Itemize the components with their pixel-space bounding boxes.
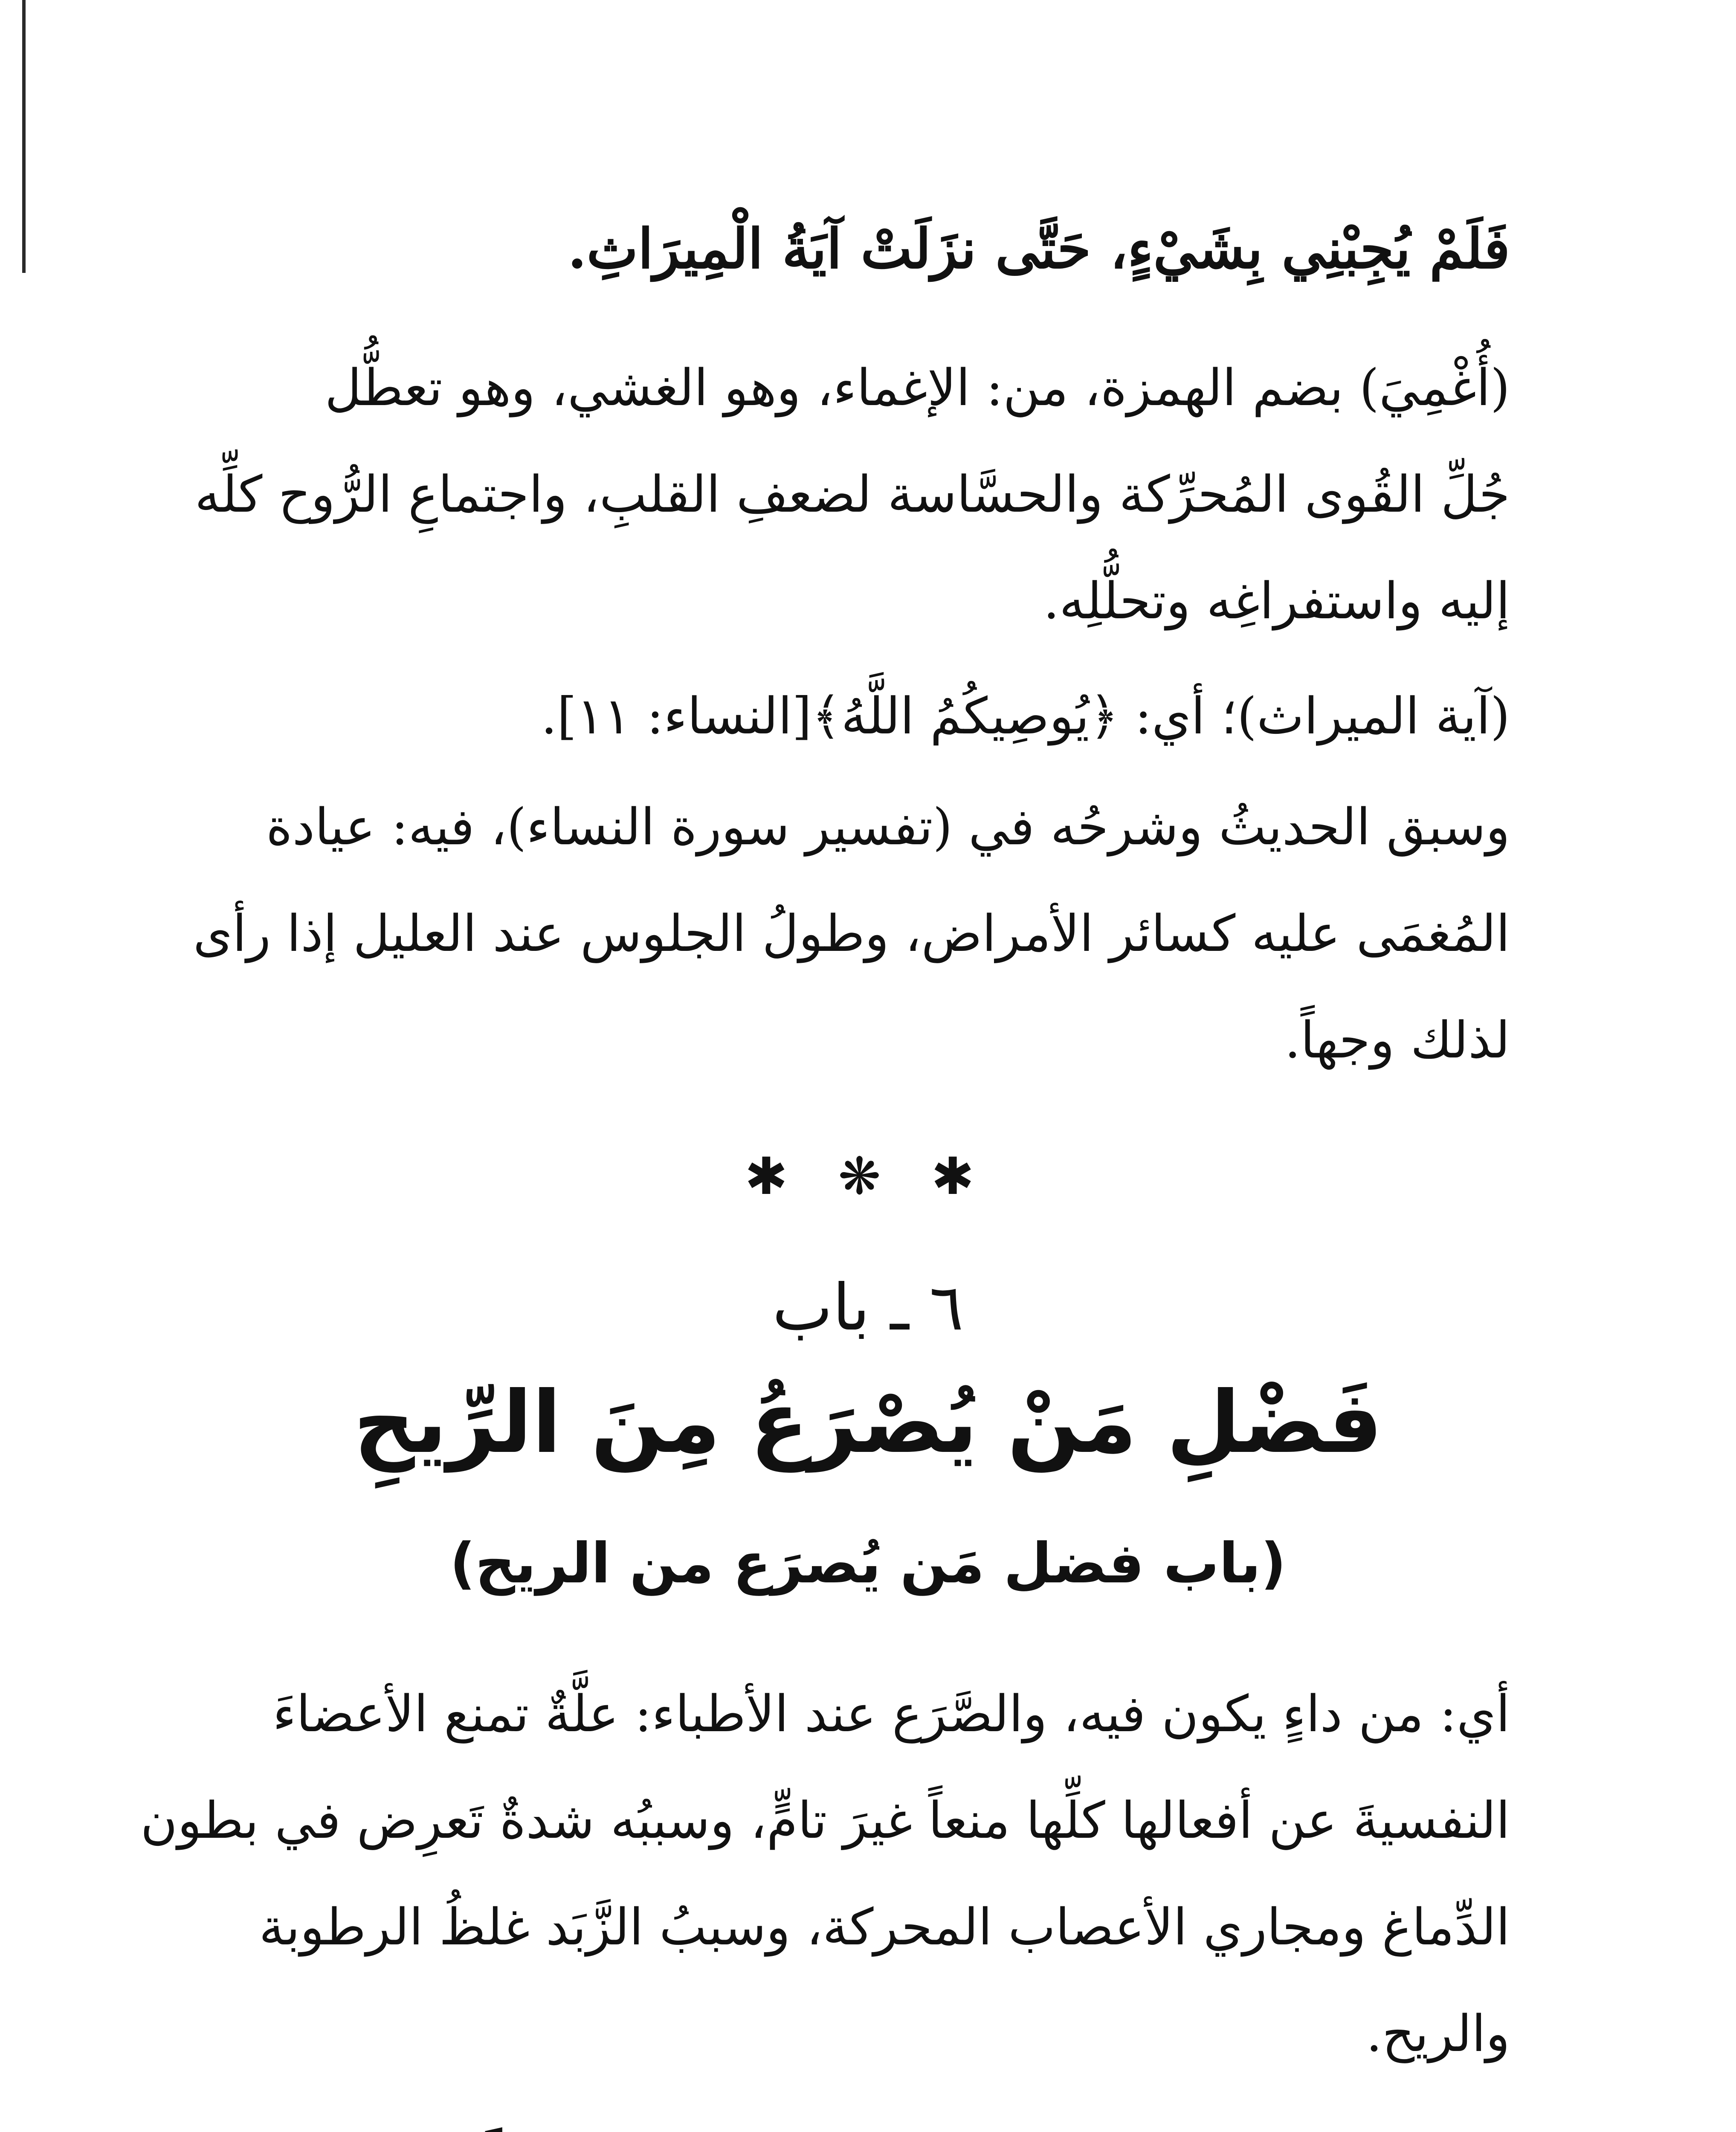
section-divider-ornament: ✱ ❋ ✱ [745,1147,991,1206]
commentary-line-1: (أُغْمِيَ) بضم الهمزة، من: الإغماء، وهو الغشي، وهو تعطُّل [325,358,1510,417]
commentary-line-9: الدِّماغ ومجاري الأعصاب المحركة، وسببُ الزَّبَد غلظُ الرطوبة [259,1897,1510,1956]
commentary-line-8: النفسيةَ عن أفعالها كلِّها منعاً غيرَ تامٍّ، وسببُه شدةٌ تَعرِض في بطون [140,1791,1510,1850]
commentary-line-4: وسبق الحديثُ وشرحُه في (تفسير سورة النساء)، فيه: عيادة [266,797,1510,856]
verse-reference-line: (آية الميراث)؛ أي: ﴿يُوصِيكُمُ اللَّهُ﴾[النساء: ١١]. [541,687,1510,745]
chapter-title: فَضْلِ مَنْ يُصْرَعُ مِنَ الرِّيحِ [353,1373,1383,1472]
commentary-line-2: جُلِّ القُوى المُحرِّكة والحسَّاسة لضعفِ القلبِ، واجتماعِ الرُّوح كلِّه [194,465,1510,524]
binding-edge-line [22,0,26,273]
commentary-line-7: أي: من داءٍ يكون فيه، والصَّرَع عند الأطباء: علَّةٌ تمنع الأعضاءَ [272,1684,1510,1743]
commentary-line-10: والريح. [1366,2004,1510,2063]
commentary-line-6: لذلك وجهاً. [1284,1011,1510,1069]
hadith-continuation-line: فَلَمْ يُجِبْنِي بِشَيْءٍ، حَتَّى نزَلَتْ آيَةُ الْمِيرَاثِ. [568,217,1510,281]
commentary-line-3: إليه واستفراغِه وتحلُّلِه. [1043,571,1510,630]
chapter-subtitle: (باب فضل مَن يُصرَع من الريح) [450,1531,1286,1596]
chapter-number: ٦ ـ باب [772,1271,964,1345]
commentary-line-5: المُغمَى عليه كسائر الأمراض، وطولُ الجلوس عند العليل إذا رأى [193,904,1510,963]
